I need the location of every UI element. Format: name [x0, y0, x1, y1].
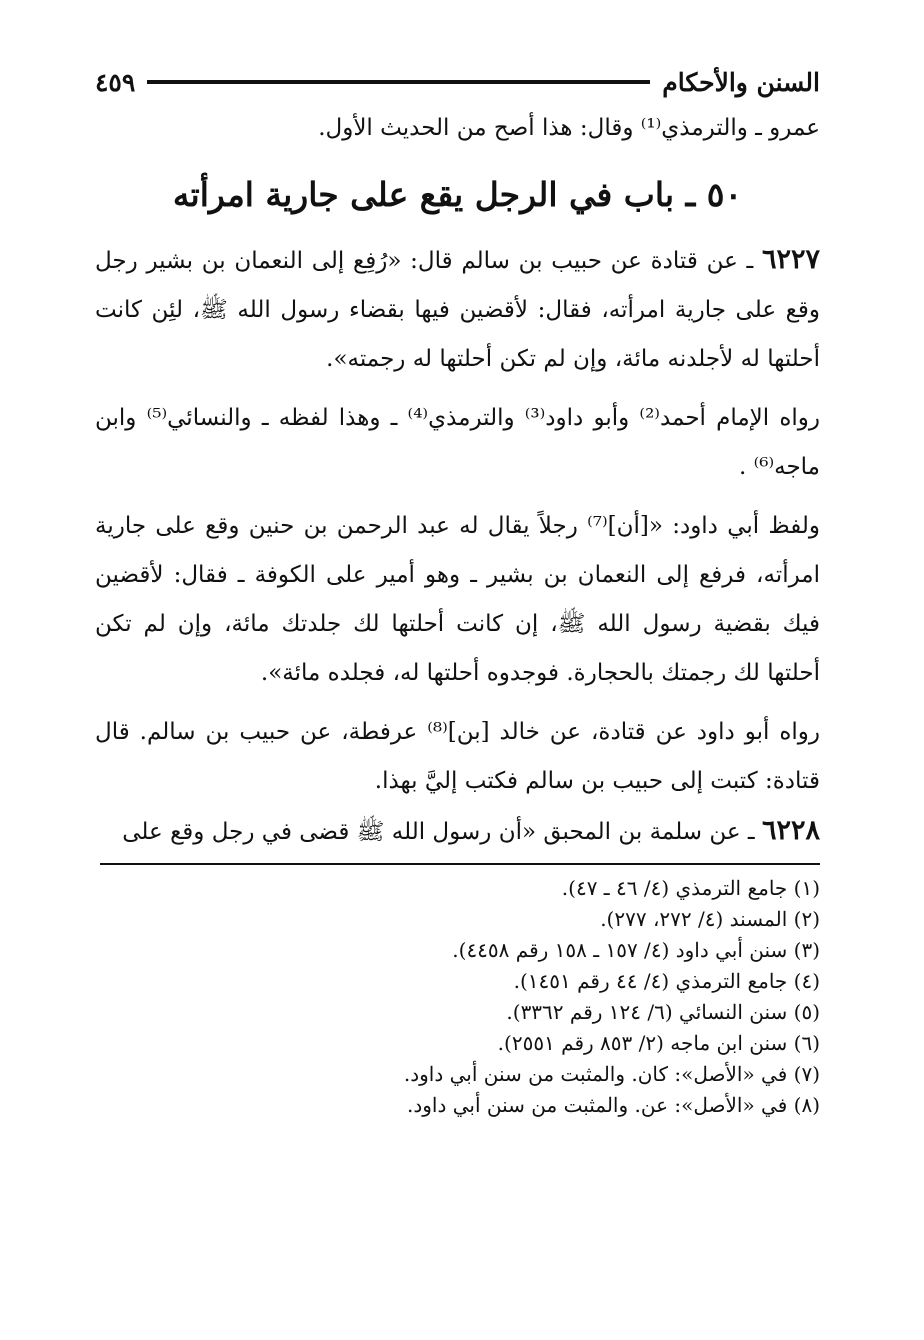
page-number: ٤٥٩ — [95, 67, 136, 97]
continuation-text: عمرو ـ والترمذي⁽¹⁾ وقال: هذا أصح من الحديث الأول. — [318, 115, 820, 141]
footnotes — [95, 873, 820, 1121]
footnote: (١) جامع الترمذي (٤/ ٤٦ ـ ٤٧). — [561, 876, 820, 900]
footnote: (٢) المسند (٤/ ٢٧٢، ٢٧٧). — [600, 907, 820, 931]
footnote: (٧) في «الأصل»: كان. والمثبت من سنن أبي داود. — [403, 1062, 820, 1086]
hadith-text: ـ عن سلمة بن المحبق «أن رسول الله ﷺ قضى في رجل وقع على — [122, 819, 762, 845]
chapter-title: ٥٠ ـ باب في الرجل يقع على جارية امرأته — [172, 175, 743, 214]
hadith-text: ـ عن قتادة عن حبيب بن سالم قال: «رُفِع إلى النعمان بن بشير رجل وقع على جارية امرأته، فقال: لأقضين فيها بقضاء رسول الله ﷺ، لئِن كانت أحلتها له لأجلدنه مائة، وإن لم تكن أحلتها له رجمته». — [95, 248, 820, 372]
footnote: (٣) سنن أبي داود (٤/ ١٥٧ ـ ١٥٨ رقم ٤٤٥٨). — [452, 938, 820, 962]
narration-paragraph: رواه الإمام أحمد⁽²⁾ وأبو داود⁽³⁾ والترمذي⁽⁴⁾ ـ وهذا لفظه ـ والنسائي⁽⁵⁾ وابن ماجه⁽⁶⁾ . — [95, 405, 820, 480]
footnote-rule — [100, 863, 820, 865]
narration-paragraph-2: رواه أبو داود عن قتادة، عن خالد [بن]⁽⁸⁾ عرفطة، عن حبيب بن سالم. قال قتادة: كتبت إلى حبيب بن سالم فكتب إليَّ بهذا. — [95, 719, 820, 794]
footnote: (٥) سنن النسائي (٦/ ١٢٤ رقم ٣٣٦٢). — [506, 1000, 820, 1024]
running-title: السنن والأحكام — [662, 67, 820, 97]
running-header — [95, 60, 820, 104]
hadith-6227 — [95, 235, 820, 384]
footnote: (٦) سنن ابن ماجه (٢/ ٨٥٣ رقم ٢٥٥١). — [497, 1031, 820, 1055]
header-rule — [147, 80, 650, 84]
hadith-number: ٦٢٢٧ — [761, 244, 820, 275]
footnote: (٨) في «الأصل»: عن. والمثبت من سنن أبي داود. — [407, 1093, 820, 1117]
book-page — [95, 60, 820, 1121]
footnote: (٤) جامع الترمذي (٤/ ٤٤ رقم ١٤٥١). — [513, 969, 820, 993]
abu-dawud-wording: ولفظ أبي داود: «[أن]⁽⁷⁾ رجلاً يقال له عبد الرحمن بن حنين وقع على جارية امرأته، فرفع إلى النعمان بن بشير ـ وهو أمير على الكوفة ـ فقال: لأقضين فيك بقضية رسول الله ﷺ، إن كانت أحلتها لك جلدتك مائة، وإن لم تكن أحلتها لك رجمتك بالحجارة. فوجدوه أحلتها له، فجلده مائة». — [95, 513, 821, 686]
hadith-6228 — [95, 806, 820, 857]
hadith-number: ٦٢٢٨ — [761, 815, 820, 846]
